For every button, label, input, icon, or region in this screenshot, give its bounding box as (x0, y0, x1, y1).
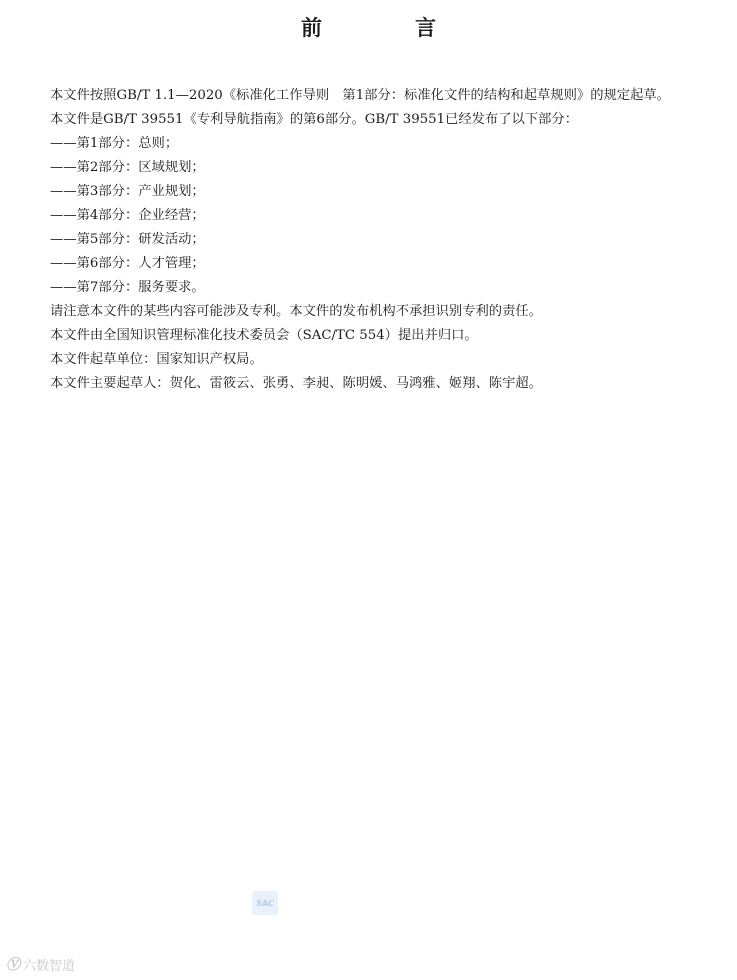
list-item: ——第3部分：产业规划； (50, 184, 205, 199)
list-item: ——第5部分：研发活动； (50, 232, 205, 247)
page-title: 前 言 (301, 16, 472, 40)
paragraph-drafters: 本文件主要起草人：贺化、雷筱云、张勇、李昶、陈明媛、马鸿雅、姬翔、陈宇超。 (50, 376, 542, 391)
watermark-icon: Ⓥ (6, 957, 20, 973)
watermark (6, 954, 75, 974)
paragraph-drafting-rules: 本文件按照GB/T 1.1—2020《标准化工作导则 第1部分：标准化文件的结构和起草规则》的规定起草。 (50, 88, 670, 103)
paragraph-series-intro: 本文件是GB/T 39551《专利导航指南》的第6部分。GB/T 39551已经发布了以下部分： (50, 112, 579, 127)
watermark-text: 六数智道 (23, 958, 76, 974)
list-item: ——第7部分：服务要求。 (50, 280, 205, 295)
paragraph-patent-notice: 请注意本文件的某些内容可能涉及专利。本文件的发布机构不承担识别专利的责任。 (50, 304, 542, 319)
foreword-body (22, 84, 722, 396)
paragraph-drafting-unit: 本文件起草单位：国家知识产权局。 (50, 352, 263, 367)
sac-logo (252, 891, 278, 915)
list-item: ——第2部分：区域规划； (50, 160, 205, 175)
list-item: ——第6部分：人才管理； (50, 256, 205, 271)
sac-logo-text: SAC (256, 898, 274, 908)
list-item: ——第4部分：企业经营； (50, 208, 205, 223)
list-item: ——第1部分：总则； (50, 136, 179, 151)
paragraph-committee: 本文件由全国知识管理标准化技术委员会（SAC/TC 554）提出并归口。 (50, 328, 478, 343)
